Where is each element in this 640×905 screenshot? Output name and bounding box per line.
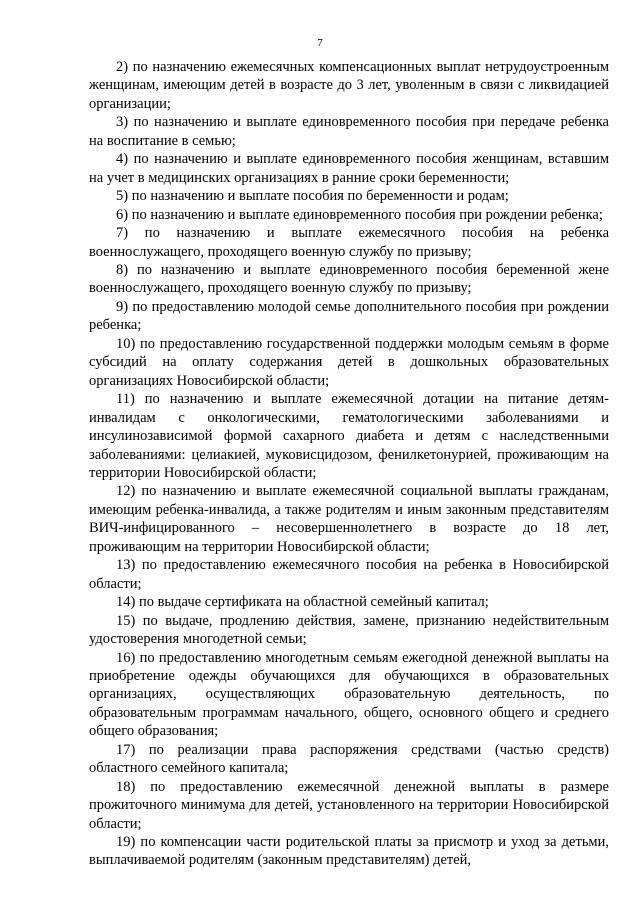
list-item-8: 8) по назначению и выплате единовременного пособия беременной жене военнослужащего, проходящего военную службу по призыву; <box>89 261 609 297</box>
list-item-3: 3) по назначению и выплате единовременного пособия при передаче ребенка на воспитание в семью; <box>89 114 609 149</box>
list-item-6: 6) по назначению и выплате единовременного пособия при рождении ребенка; <box>116 206 603 223</box>
list-item-7: 7) по назначению и выплате ежемесячного пособия на ребенка военнослужащего, проходящего военную службу по призыву; <box>89 225 609 260</box>
list-item-13: 13) по предоставлению ежемесячного пособия на ребенка в Новосибирской области; <box>89 557 609 592</box>
document-body <box>89 58 609 870</box>
list-item-2: 2) по назначению ежемесячных компенсационных выплат нетрудоустроенным женщинам, имеющим детей в возрасте до 3 лет, уволенным в связи с ликвидацией организации; <box>89 59 609 112</box>
list-item-11: 11) по назначению и выплате ежемесячной дотации на питание детям-инвалидам с онкологическими, гематологическими заболеваниями и инсулинозависимой формой сахарного диабета и детям с наследственными заболеваниями: целиакией, муковисцидозом, фенилкетонурией, проживающим на территории Новосибирской области; <box>89 391 609 481</box>
list-item-14: 14) по выдаче сертификата на областной семейный капитал; <box>116 594 489 611</box>
list-item-9: 9) по предоставлению молодой семье дополнительного пособия при рождении ребенка; <box>89 298 609 334</box>
list-item-16: 16) по предоставлению многодетным семьям ежегодной денежной выплаты на приобретение одежды обучающихся для обучающихся в образовательных организациях, осуществляющих образовательную деятельность, по образовательным программам начального, общего, основного общего и среднего общего образования; <box>89 649 609 740</box>
page-number: 7 <box>317 37 323 49</box>
list-item-12: 12) по назначению и выплате ежемесячной социальной выплаты гражданам, имеющим ребенка-инвалида, а также родителям и иным законным представителям ВИЧ-инфицированного – несовершеннолетнего в возрасте до 18 лет, проживающим на территории Новосибирской области; <box>89 483 609 555</box>
list-item-17: 17) по реализации права распоряжения средствами (частью средств) областного семейного капитала; <box>89 741 609 777</box>
list-item-18: 18) по предоставлению ежемесячной денежной выплаты в размере прожиточного минимума для детей, установленного на территории Новосибирской области; <box>89 778 609 832</box>
list-item-19: 19) по компенсации части родительской платы за присмотр и уход за детьми, выплачиваемой родителям (законным представителям) детей, <box>89 834 609 869</box>
list-item-4: 4) по назначению и выплате единовременного пособия женщинам, вставшим на учет в медицинских организациях в ранние сроки беременности; <box>89 151 609 186</box>
list-item-10: 10) по предоставлению государственной поддержки молодым семьям в форме субсидий на оплату содержания детей в дошкольных образовательных организациях Новосибирской области; <box>89 335 609 389</box>
list-item-5: 5) по назначению и выплате пособия по беременности и родам; <box>116 188 509 205</box>
list-item-15: 15) по выдаче, продлению действия, замене, признанию недействительным удостоверения многодетной семьи; <box>89 612 609 648</box>
